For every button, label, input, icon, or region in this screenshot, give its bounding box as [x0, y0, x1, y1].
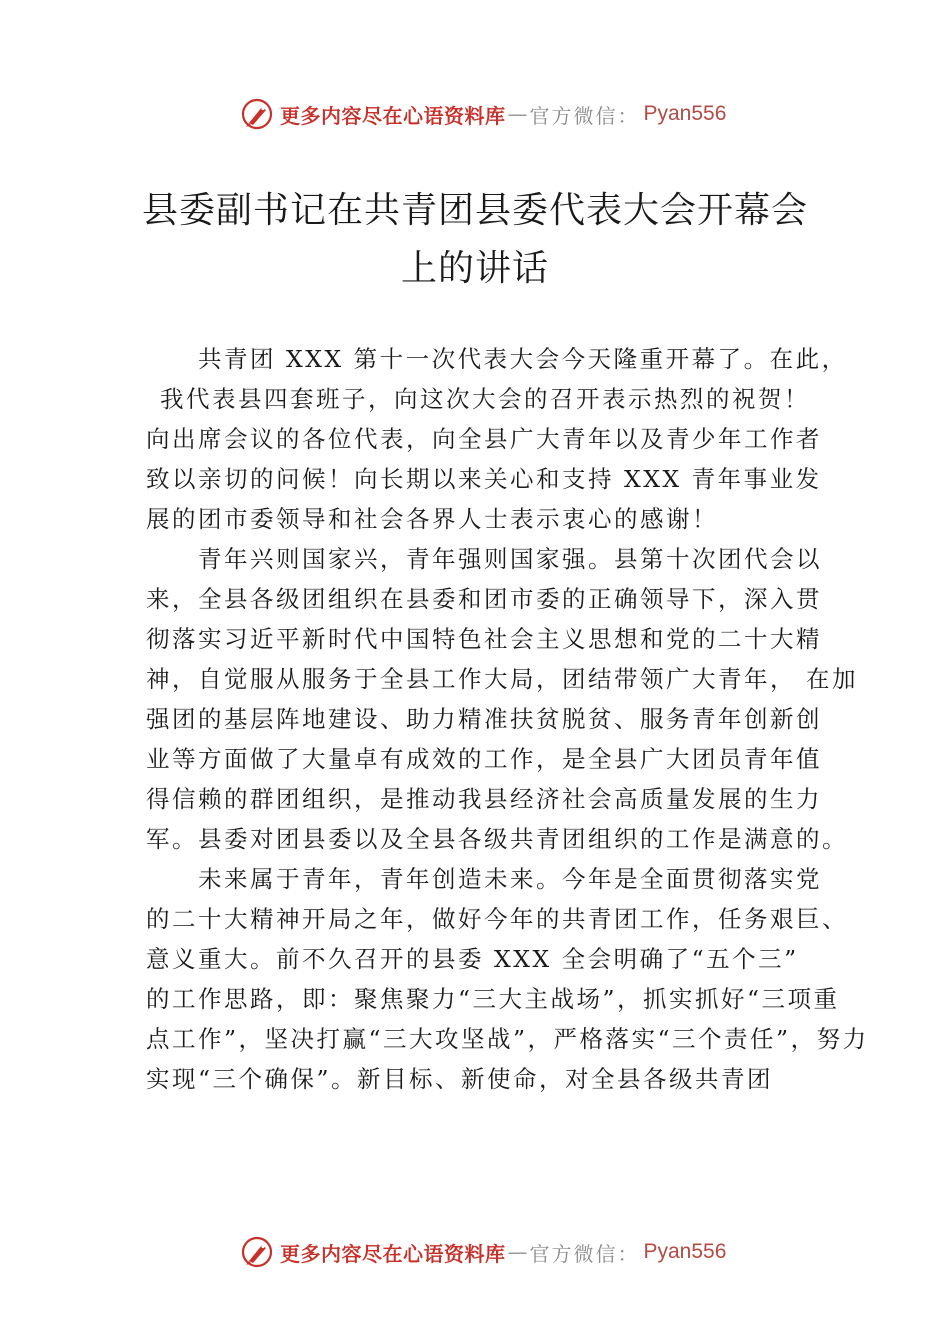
banner-wechat-id: Pyan556 — [643, 102, 727, 125]
paragraph-1-line-2: 我代表县四套班子，向这次大会的召开表示热烈的祝贺！ — [160, 385, 810, 413]
banner-dash: — — [507, 1240, 528, 1264]
paragraph-3-line-1: 未来属于青年，青年创造未来。今年是全面贯彻落实党 — [198, 865, 822, 893]
pen-nib-logo-icon — [240, 1235, 274, 1269]
paragraph-2-line-5: 强团的基层阵地建设、助力精准扶贫脱贫、服务青年创新创 — [146, 705, 822, 733]
paragraph-3-line-5: 点工作”，坚决打赢“三大攻坚战”，严格落实“三个责任”，努力 — [146, 1025, 869, 1053]
paragraph-1-line-1: 共青团 XXX 第十一次代表大会今天隆重开幕了。在此， — [198, 345, 848, 373]
document-body — [146, 339, 869, 1099]
banner-dash: — — [507, 102, 528, 126]
paragraph-3-line-4: 的工作思路，即：聚焦聚力“三大主战场”，抓实抓好“三项重 — [146, 985, 840, 1013]
paragraph-2-line-1: 青年兴则国家兴，青年强则国家强。县第十次团代会以 — [198, 545, 822, 573]
banner-wechat-id: Pyan556 — [643, 1240, 727, 1263]
banner-brand-text: 更多内容尽在心语资料库 — [280, 1241, 506, 1266]
paragraph-3-line-3: 意义重大。前不久召开的县委 XXX 全会明确了“五个三” — [146, 945, 799, 973]
banner-wechat-label: 官方微信： — [529, 103, 640, 128]
paragraph-2-line-4: 神，自觉服从服务于全县工作大局，团结带领广大青年， 在加 — [146, 665, 858, 693]
title-line-1: 县委副书记在共青团县委代表大会开幕会 — [141, 190, 808, 231]
pen-nib-logo-icon — [240, 97, 274, 131]
header-watermark-banner — [240, 94, 726, 134]
banner-wechat-label: 官方微信： — [529, 1241, 640, 1266]
paragraph-1-line-4: 致以亲切的问候！向长期以来关心和支持 XXX 青年事业发 — [146, 465, 822, 493]
paragraph-2-line-6: 业等方面做了大量卓有成效的工作，是全县广大团员青年值 — [146, 745, 822, 773]
paragraph-1-line-5: 展的团市委领导和社会各界人士表示衷心的感谢！ — [146, 505, 718, 533]
paragraph-1-line-3: 向出席会议的各位代表，向全县广大青年以及青少年工作者 — [146, 425, 822, 453]
paragraph-2-line-2: 来，全县各级团组织在县委和团市委的正确领导下，深入贯 — [146, 585, 822, 613]
document-title — [100, 182, 850, 298]
paragraph-3-line-6: 实现“三个确保”。新目标、新使命，对全县各级共青团 — [146, 1065, 774, 1093]
paragraph-2-line-3: 彻落实习近平新时代中国特色社会主义思想和党的二十大精 — [146, 625, 822, 653]
paragraph-2-line-7: 得信赖的群团组织，是推动我县经济社会高质量发展的生力 — [146, 785, 822, 813]
paragraph-3-line-2: 的二十大精神开局之年，做好今年的共青团工作，任务艰巨、 — [146, 905, 848, 933]
paragraph-2-line-8: 军。县委对团县委以及全县各级共青团组织的工作是满意的。 — [146, 825, 848, 853]
title-line-2: 上的讲话 — [400, 248, 549, 289]
banner-brand-text: 更多内容尽在心语资料库 — [280, 103, 506, 128]
footer-watermark-banner — [240, 1232, 726, 1272]
